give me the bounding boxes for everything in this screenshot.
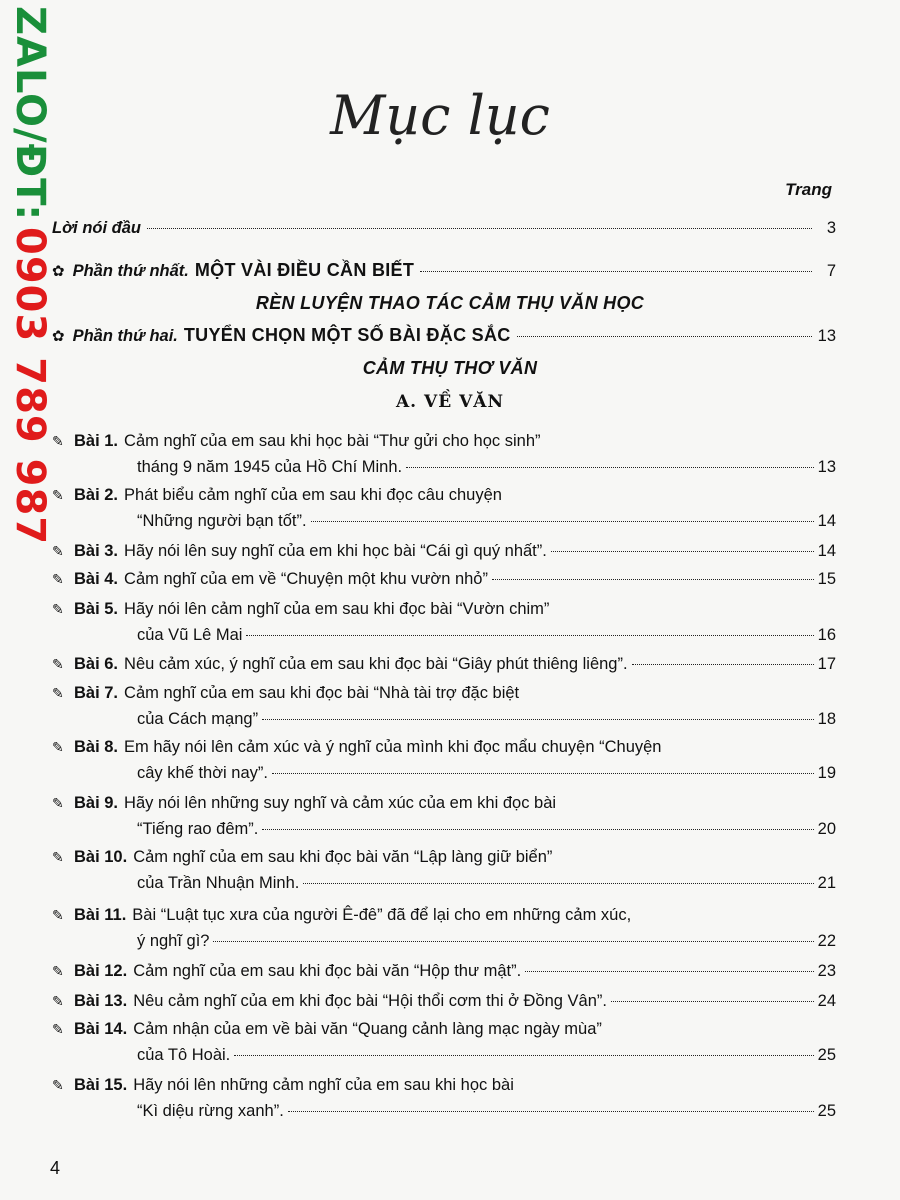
toc-part1 [52, 260, 836, 282]
entry-page: 22 [817, 932, 836, 950]
pencil-icon: ✎ [52, 993, 64, 1009]
entry-text: của Cách mạng” [137, 710, 259, 728]
entry-text: của Tô Hoài. [137, 1046, 231, 1064]
entry-text: tháng 9 năm 1945 của Hồ Chí Minh. [137, 458, 403, 476]
toc-part1-label: Phần thứ nhất. [72, 262, 189, 280]
toc-part2 [52, 325, 836, 347]
watermark-phone: 0903 789 987 [7, 227, 53, 546]
page-number: 4 [50, 1158, 61, 1178]
entry-number: Bài 6. [74, 655, 119, 673]
toc-entry [52, 482, 836, 534]
pencil-icon: ✎ [52, 849, 64, 865]
dot-leader [420, 271, 812, 272]
entry-page: 17 [817, 655, 836, 673]
entry-number: Bài 10. [74, 848, 128, 866]
pencil-icon: ✎ [52, 543, 64, 559]
entry-text: Em hãy nói lên cảm xúc và ý nghĩ của mình khi đọc mẩu chuyện “Chuyện [124, 738, 662, 756]
toc-part2-title: TUYỂN CHỌN MỘT SỐ BÀI ĐẶC SẮC [183, 325, 511, 345]
dot-leader [551, 551, 814, 552]
entry-page: 21 [817, 874, 836, 892]
pencil-icon: ✎ [52, 963, 64, 979]
dot-leader [234, 1055, 813, 1056]
toc-entry [52, 566, 836, 592]
entry-page: 18 [817, 710, 836, 728]
section-heading: A. VỀ VĂN [395, 392, 504, 412]
entry-page: 14 [817, 512, 836, 530]
pencil-icon: ✎ [52, 1021, 64, 1037]
entry-page: 20 [817, 820, 836, 838]
toc-intro [52, 218, 836, 238]
entry-page: 23 [817, 962, 836, 980]
flower-icon: ✿ [52, 263, 65, 280]
flower-icon: ✿ [52, 328, 65, 345]
toc-entry [52, 988, 836, 1014]
entry-page: 25 [817, 1046, 836, 1064]
toc-part1-title: MỘT VÀI ĐIỀU CẦN BIẾT [194, 260, 415, 280]
entry-text: Phát biểu cảm nghĩ của em sau khi đọc câu chuyện [124, 486, 502, 504]
pencil-icon: ✎ [52, 1077, 64, 1093]
entry-number: Bài 4. [74, 570, 119, 588]
toc-entry [52, 538, 836, 564]
entry-page: 25 [817, 1102, 836, 1120]
dot-leader [517, 336, 812, 337]
entry-number: Bài 15. [74, 1076, 128, 1094]
entry-page: 13 [817, 458, 836, 476]
entry-page: 14 [817, 542, 836, 560]
pencil-icon: ✎ [52, 656, 64, 672]
toc-entry [52, 428, 836, 480]
entry-number: Bài 9. [74, 794, 119, 812]
dot-leader [311, 521, 814, 522]
entry-number: Bài 5. [74, 600, 119, 618]
dot-leader [262, 719, 814, 720]
entry-text: Nêu cảm nghĩ của em khi đọc bài “Hội thổi cơm thi ở Đồng Vân”. [133, 992, 607, 1010]
toc-entry [52, 1016, 836, 1068]
toc-part2-page: 13 [817, 327, 836, 345]
entry-text: của Vũ Lê Mai [137, 626, 243, 644]
dot-leader [406, 467, 814, 468]
entry-text: “Tiếng rao đêm”. [137, 820, 259, 838]
dot-leader [213, 941, 813, 942]
entry-page: 24 [817, 992, 836, 1010]
entry-number: Bài 12. [74, 962, 128, 980]
toc-entry [52, 734, 836, 786]
dot-leader [492, 579, 814, 580]
entry-number: Bài 11. [74, 906, 127, 924]
entry-text: Cảm nghĩ của em sau khi đọc bài “Nhà tài trợ đặc biệt [124, 684, 520, 702]
entry-text: Cảm nghĩ của em về “Chuyện một khu vườn nhỏ” [124, 570, 488, 588]
entry-number: Bài 3. [74, 542, 119, 560]
toc-entry [52, 902, 836, 954]
entry-text: Cảm nghĩ của em sau khi học bài “Thư gửi cho học sinh” [124, 432, 541, 450]
entry-text: của Trần Nhuận Minh. [137, 874, 300, 892]
entry-number: Bài 13. [74, 992, 128, 1010]
entry-number: Bài 1. [74, 432, 119, 450]
entry-text: Hãy nói lên cảm nghĩ của em sau khi đọc bài “Vườn chim” [124, 600, 550, 618]
entry-text: Cảm nghĩ của em sau khi đọc bài văn “Hộp thư mật”. [133, 962, 522, 980]
dot-leader [611, 1001, 814, 1002]
entry-text: Hãy nói lên những suy nghĩ và cảm xúc của em khi đọc bài [124, 794, 557, 812]
entry-text: “Những người bạn tốt”. [137, 512, 307, 530]
entry-text: Hãy nói lên những cảm nghĩ của em sau khi học bài [133, 1076, 514, 1094]
pencil-icon: ✎ [52, 739, 64, 755]
dot-leader [147, 228, 812, 229]
toc-intro-label: Lời nói đầu [52, 219, 141, 237]
entry-page: 19 [817, 764, 836, 782]
entry-number: Bài 14. [74, 1020, 128, 1038]
dot-leader [246, 635, 813, 636]
toc-part1-page: 7 [826, 262, 836, 280]
entry-text: ý nghĩ gì? [137, 932, 210, 950]
dot-leader [288, 1111, 814, 1112]
toc-entry [52, 958, 836, 984]
pencil-icon: ✎ [52, 571, 64, 587]
toc-part2-subtitle: CẢM THỤ THƠ VĂN [362, 358, 538, 378]
toc-intro-page: 3 [826, 219, 836, 237]
entry-text: Bài “Luật tục xưa của người Ê-đê” đã để lại cho em những cảm xúc, [132, 906, 632, 924]
toc-entry [52, 596, 836, 648]
dot-leader [303, 883, 813, 884]
dot-leader [632, 664, 814, 665]
watermark-label: ZALO/ĐT: [7, 6, 53, 222]
dot-leader [272, 773, 814, 774]
entry-number: Bài 2. [74, 486, 119, 504]
toc-part2-label: Phần thứ hai. [72, 327, 178, 345]
entry-text: Cảm nghĩ của em sau khi đọc bài văn “Lập làng giữ biển” [133, 848, 553, 866]
toc-part1-subtitle: RÈN LUYỆN THAO TÁC CẢM THỤ VĂN HỌC [255, 293, 645, 313]
entry-number: Bài 8. [74, 738, 119, 756]
pencil-icon: ✎ [52, 433, 64, 449]
pencil-icon: ✎ [52, 685, 64, 701]
entry-text: cây khế thời nay”. [137, 764, 268, 782]
entry-text: Cảm nhận của em về bài văn “Quang cảnh làng mạc ngày mùa” [133, 1020, 602, 1038]
toc-entry [52, 651, 836, 677]
dot-leader [525, 971, 813, 972]
pencil-icon: ✎ [52, 795, 64, 811]
toc-entry [52, 1072, 836, 1124]
pencil-icon: ✎ [52, 907, 64, 923]
toc-entry [52, 844, 836, 896]
pencil-icon: ✎ [52, 601, 64, 617]
pencil-icon: ✎ [52, 487, 64, 503]
entry-page: 16 [817, 626, 836, 644]
entry-number: Bài 7. [74, 684, 119, 702]
toc-entry [52, 680, 836, 732]
page-column-heading: Trang [785, 180, 832, 199]
entry-text: Nêu cảm xúc, ý nghĩ của em sau khi đọc bài “Giây phút thiêng liêng”. [124, 655, 628, 673]
page-title: Mục lục [330, 84, 550, 147]
toc-entry [52, 790, 836, 842]
entry-text: Hãy nói lên suy nghĩ của em khi học bài “Cái gì quý nhất”. [124, 542, 547, 560]
entry-text: “Kì diệu rừng xanh”. [137, 1102, 284, 1120]
entry-page: 15 [817, 570, 836, 588]
dot-leader [262, 829, 813, 830]
